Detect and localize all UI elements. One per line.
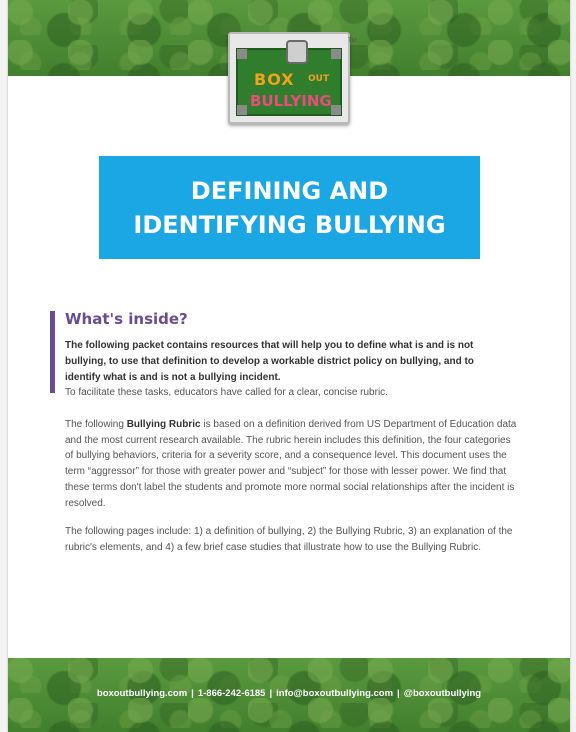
section-heading: What's inside? <box>65 310 188 328</box>
bullying-rubric-term: Bullying Rubric <box>126 419 201 430</box>
footer-website-link[interactable]: boxoutbullying.com <box>96 688 188 699</box>
logo-panel <box>236 48 342 116</box>
logo-word-box: BOX <box>254 70 295 89</box>
section-accent-bar <box>50 311 55 393</box>
lock-icon <box>286 40 308 64</box>
logo-word-out: OUT <box>308 74 330 84</box>
footer-contact: boxoutbullying.com | 1-866-242-6185 | info@boxoutbullying.com | @boxoutbullying <box>96 688 482 699</box>
intro-plain-text: To facilitate these tasks, educators have called for a clear, concise rubric. <box>65 387 388 398</box>
title-banner <box>99 156 480 259</box>
footer-social-handle[interactable]: @boxoutbullying <box>403 688 482 699</box>
footer-phone[interactable]: 1-866-242-6185 <box>197 688 266 699</box>
paragraph-contents: The following pages include: 1) a definition of bullying, 2) the Bullying Rubric, 3) an explanation of the rubric's elements, and 4) a few brief case studies that illustrate how to use the Bullying Rubric. <box>65 526 513 553</box>
trademark-mark: TM <box>348 38 357 44</box>
footer-email-link[interactable]: info@boxoutbullying.com <box>276 688 394 699</box>
title-line-2: IDENTIFYING BULLYING <box>133 210 446 239</box>
paragraph-rubric: The following Bullying Rubric is based on a definition derived from US Department of Education data and the most current research available. The rubric herein includes this definition, the four categories of bullying behaviors, criteria for a severity score, and a consequence level. This document uses the term “aggressor” for those with greater power and “subject” for those with lesser power. We find that these terms don't label the students and promote more normal social relationships after the incident is resolved. <box>65 419 517 509</box>
box-out-bullying-logo <box>228 32 350 124</box>
logo-word-bullying: BULLYING <box>250 92 332 110</box>
title-line-1: DEFINING AND <box>190 176 389 205</box>
intro-bold-text: The following packet contains resources that will help you to define what is and is not bullying, to use that definition to develop a workable district policy on bullying, and to identify what is and is not a bullying incident. <box>65 340 474 383</box>
document-page <box>8 0 570 732</box>
